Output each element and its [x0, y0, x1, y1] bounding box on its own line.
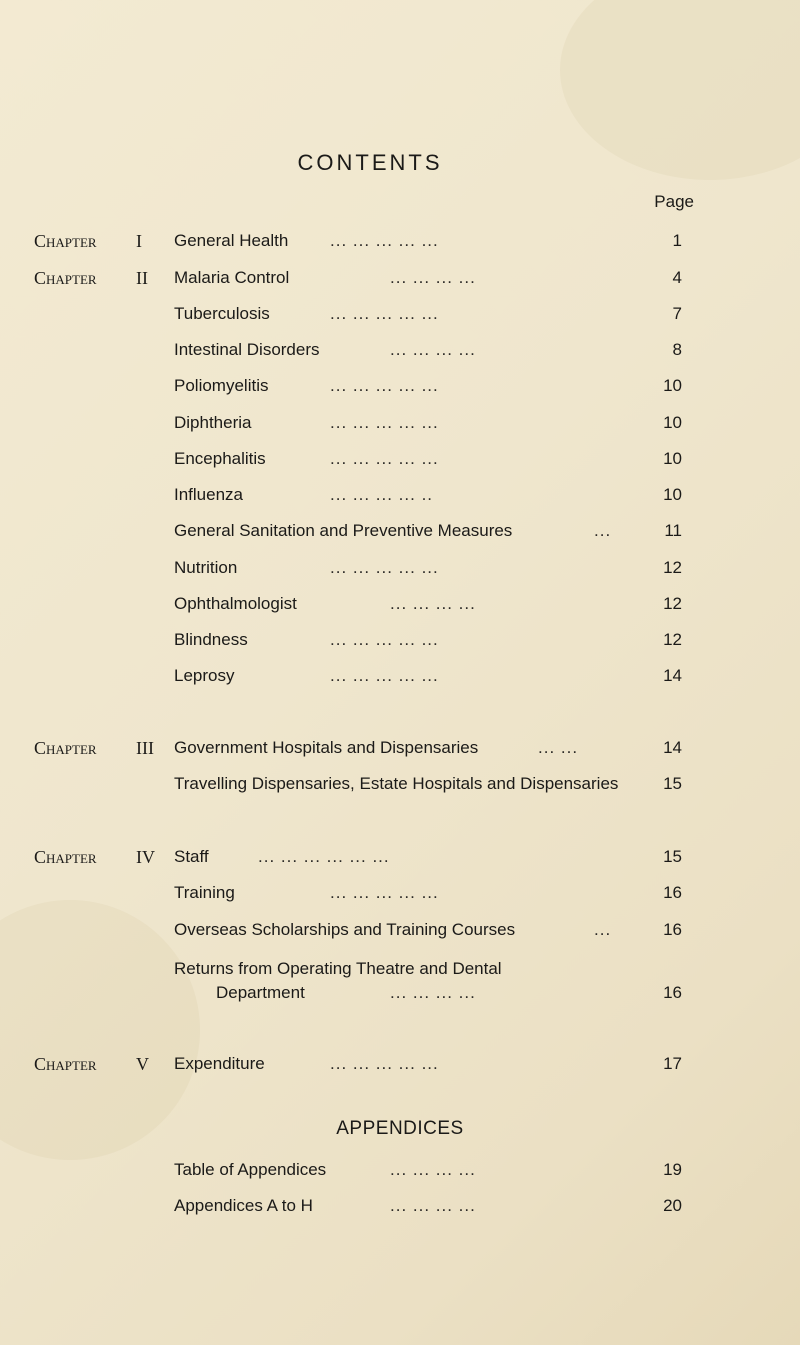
toc-row — [0, 1050, 800, 1078]
toc-entry-text: Leprosy — [174, 666, 235, 685]
toc-page-number: 1 — [672, 231, 682, 250]
dot-leaders: ... ... ... ... ... — [330, 666, 439, 685]
appendices-heading: APPENDICES — [336, 1118, 464, 1139]
toc-entry-text: Blindness — [174, 630, 248, 649]
toc-row — [0, 770, 800, 798]
chapter-label: Chapter — [34, 847, 97, 867]
dot-leaders: ... ... ... ... — [390, 340, 476, 359]
toc-row — [0, 445, 800, 473]
toc-row — [0, 1156, 800, 1184]
toc-page-number: 12 — [663, 630, 682, 649]
toc-entry-text: Intestinal Disorders — [174, 340, 320, 359]
toc-entry-text: General Health — [174, 231, 289, 250]
toc-page-number: 20 — [663, 1196, 682, 1215]
toc-entry-text: Expenditure — [174, 1054, 265, 1073]
toc-entry-text: Encephalitis — [174, 449, 266, 468]
toc-row — [0, 300, 800, 328]
toc-page-number: 8 — [672, 340, 682, 359]
dot-leaders: ... ... ... ... ... ... — [258, 847, 390, 866]
dot-leaders: ... ... ... ... — [390, 1196, 476, 1215]
dot-leaders: ... ... ... ... — [390, 268, 476, 287]
page-column-header: Page — [654, 192, 694, 211]
dot-leaders: ... ... ... ... ... — [330, 449, 439, 468]
chapter-label: Chapter — [34, 738, 97, 758]
toc-page-number: 10 — [663, 376, 682, 395]
toc-entry-text: General Sanitation and Preventive Measures — [174, 521, 513, 540]
dot-leaders: ... ... ... ... .. — [330, 485, 434, 504]
chapter-number: III — [136, 738, 154, 758]
dot-leaders: ... ... ... ... — [390, 983, 476, 1002]
toc-entry-text: Table of Appendices — [174, 1160, 327, 1179]
chapter-label: Chapter — [34, 231, 97, 251]
dot-leaders: ... ... ... ... ... — [330, 883, 439, 902]
toc-row — [0, 481, 800, 509]
toc-page-number: 16 — [663, 883, 682, 902]
toc-row — [0, 554, 800, 582]
toc-page-number: 17 — [663, 1054, 682, 1073]
toc-row — [0, 662, 800, 690]
toc-page-number: 12 — [663, 594, 682, 613]
toc-row — [0, 264, 800, 292]
toc-entry-text: Training — [174, 883, 235, 902]
toc-page-number: 14 — [663, 666, 682, 685]
toc-page-number: 12 — [663, 558, 682, 577]
toc-row — [0, 1192, 800, 1220]
dot-leaders: ... ... ... ... ... — [330, 630, 439, 649]
toc-row — [0, 336, 800, 364]
toc-page-number: 7 — [672, 304, 682, 323]
dot-leaders: ... ... ... ... ... — [330, 304, 439, 323]
toc-page-number: 4 — [672, 268, 682, 287]
toc-page-number: 19 — [663, 1160, 682, 1179]
toc-entry-text: Poliomyelitis — [174, 376, 269, 395]
toc-entry-text: Tuberculosis — [174, 304, 270, 323]
dot-leaders: ... ... ... ... — [390, 1160, 476, 1179]
dot-leaders: ... ... ... ... ... — [330, 376, 439, 395]
toc-row — [0, 979, 800, 1007]
toc-page-number: 16 — [663, 920, 682, 939]
dot-leaders: ... ... ... ... ... — [330, 558, 439, 577]
toc-row — [0, 409, 800, 437]
toc-entry-text: Department — [216, 983, 305, 1002]
toc-row — [0, 879, 800, 907]
toc-row — [0, 227, 800, 255]
toc-entry-text: Government Hospitals and Dispensaries — [174, 738, 479, 757]
toc-entry-text: Appendices A to H — [174, 1196, 313, 1215]
toc-row — [0, 626, 800, 654]
chapter-number: I — [136, 231, 142, 251]
toc-page-number: 15 — [663, 774, 682, 793]
toc-page-number: 15 — [663, 847, 682, 866]
toc-row — [0, 916, 800, 944]
toc-entry-text: Overseas Scholarships and Training Courses — [174, 920, 516, 939]
dot-leaders: ... — [594, 920, 612, 939]
dot-leaders: ... — [594, 521, 612, 540]
toc-entry-text: Malaria Control — [174, 268, 290, 287]
toc-entry-text: Staff — [174, 847, 209, 866]
page-title: CONTENTS — [297, 150, 443, 175]
dot-leaders: ... ... ... ... ... — [330, 231, 439, 250]
toc-entry-text: Ophthalmologist — [174, 594, 297, 613]
chapter-label: Chapter — [34, 1054, 97, 1074]
toc-entry-text: Returns from Operating Theatre and Dental — [174, 959, 502, 978]
toc-entry-text: Influenza — [174, 485, 243, 504]
chapter-number: IV — [136, 847, 155, 867]
toc-row — [0, 843, 800, 871]
toc-row — [0, 517, 800, 545]
chapter-number: II — [136, 268, 148, 288]
dot-leaders: ... ... — [538, 738, 579, 757]
chapter-number: V — [136, 1054, 149, 1074]
toc-row — [0, 734, 800, 762]
toc-page-number: 10 — [663, 449, 682, 468]
toc-page-number: 10 — [663, 485, 682, 504]
dot-leaders: ... ... ... ... ... — [330, 1054, 439, 1073]
chapter-label: Chapter — [34, 268, 97, 288]
toc-page-number: 16 — [663, 983, 682, 1002]
toc-row — [0, 372, 800, 400]
toc-page-number: 11 — [664, 521, 682, 540]
toc-entry-text: Travelling Dispensaries, Estate Hospitals and Dispensaries — [174, 774, 619, 793]
toc-page-number: 10 — [663, 413, 682, 432]
toc-entry-text: Nutrition — [174, 558, 238, 577]
toc-entry-text: Diphtheria — [174, 413, 252, 432]
toc-page-number: 14 — [663, 738, 682, 757]
dot-leaders: ... ... ... ... ... — [330, 413, 439, 432]
toc-row — [0, 590, 800, 618]
dot-leaders: ... ... ... ... — [390, 594, 476, 613]
